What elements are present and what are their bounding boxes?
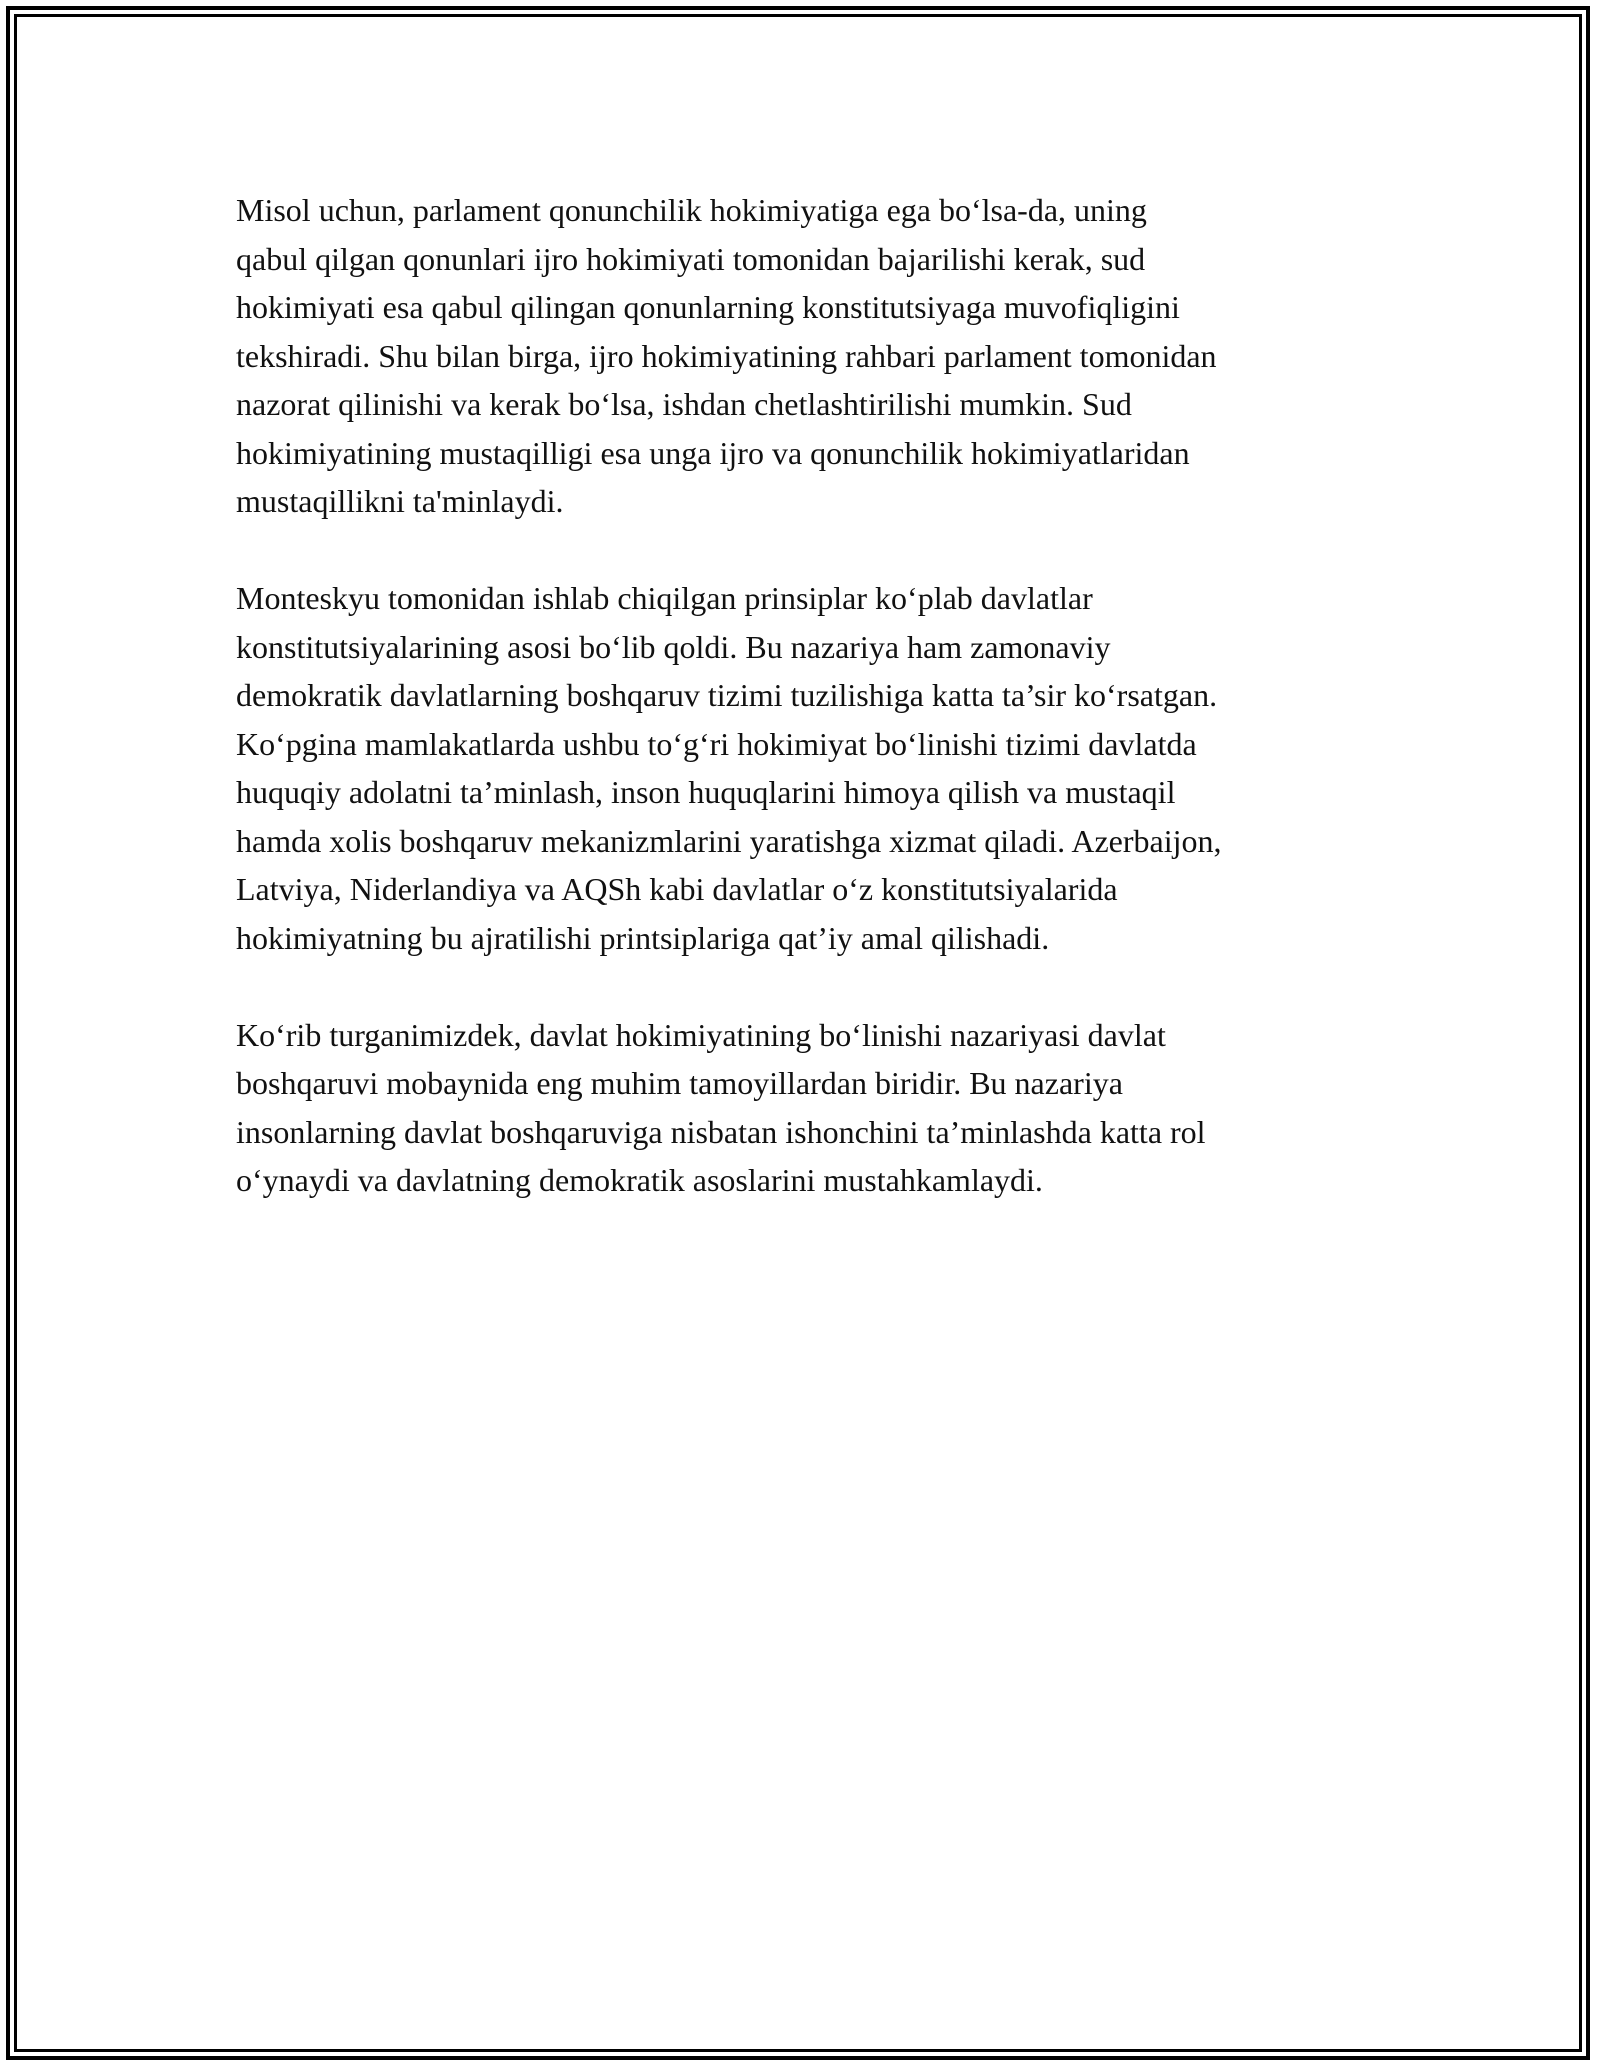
text-line: hamda xolis boshqaruv mekanizmlarini yaratishga xizmat qiladi. Azerbaijon, bbox=[236, 822, 1222, 859]
text-line: insonlarning davlat boshqaruviga nisbatan ishonchini ta’minlashda katta rol bbox=[236, 1113, 1206, 1150]
text-line: boshqaruvi mobaynida eng muhim tamoyillardan biridir. Bu nazariya bbox=[236, 1065, 1123, 1101]
text-line: tekshiradi. Shu bilan birga, ijro hokimiyatining rahbari parlament tomonidan bbox=[236, 337, 1217, 374]
text-line: Misol uchun, parlament qonunchilik hokimiyatiga ega bo‘lsa-da, uning bbox=[236, 192, 1147, 228]
paragraph-1 bbox=[236, 186, 1396, 526]
text-line: hokimiyatining mustaqilligi esa unga ijro va qonunchilik hokimiyatlaridan bbox=[236, 434, 1190, 471]
text-line: mustaqillikni ta'minlaydi. bbox=[236, 483, 564, 519]
text-line: huquqiy adolatni ta’minlash, inson huquqlarini himoya qilish va mustaqil bbox=[236, 774, 1176, 810]
text-line: o‘ynaydi va davlatning demokratik asoslarini mustahkamlaydi. bbox=[236, 1162, 1043, 1198]
text-line: konstitutsiyalarining asosi bo‘lib qoldi. Bu nazariya ham zamonaviy bbox=[236, 628, 1111, 665]
text-line: nazorat qilinishi va kerak bo‘lsa, ishdan chetlashtirilishi mumkin. Sud bbox=[236, 386, 1132, 422]
text-line: demokratik davlatlarning boshqaruv tizimi tuzilishiga katta ta’sir ko‘rsatgan. bbox=[236, 677, 1218, 713]
text-line: Ko‘pgina mamlakatlarda ushbu to‘g‘ri hokimiyat bo‘linishi tizimi davlatda bbox=[236, 725, 1197, 762]
text-line: hokimiyati esa qabul qilingan qonunlarning konstitutsiyaga muvofiqligini bbox=[236, 289, 1180, 325]
text-line: Latviya, Niderlandiya va AQSh kabi davlatlar o‘z konstitutsiyalarida bbox=[236, 871, 1118, 907]
text-line: Monteskyu tomonidan ishlab chiqilgan prinsiplar ko‘plab davlatlar bbox=[236, 580, 1093, 616]
text-line: hokimiyatning bu ajratilishi printsiplariga qat’iy amal qilishadi. bbox=[236, 919, 1050, 956]
document-body bbox=[236, 186, 1396, 1253]
paragraph-2 bbox=[236, 574, 1396, 962]
paragraph-3 bbox=[236, 1011, 1396, 1205]
text-line: qabul qilgan qonunlari ijro hokimiyati tomonidan bajarilishi kerak, sud bbox=[236, 240, 1146, 277]
text-line: Ko‘rib turganimizdek, davlat hokimiyatining bo‘linishi nazariyasi davlat bbox=[236, 1016, 1166, 1053]
